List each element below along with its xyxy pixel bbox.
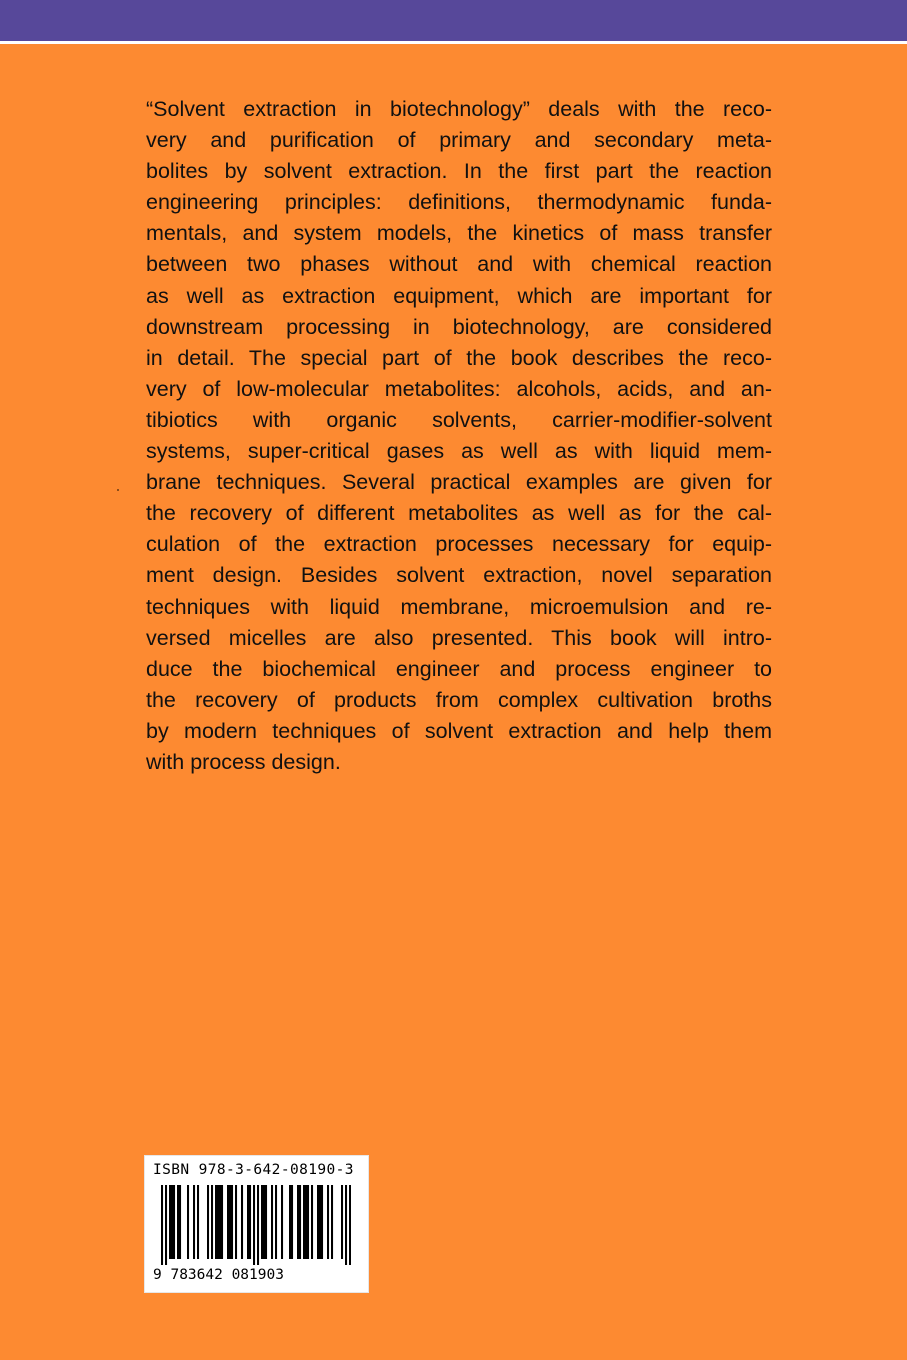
barcode-bar bbox=[249, 1185, 251, 1259]
barcode-bar bbox=[229, 1185, 231, 1259]
description-line: in detail. The special part of the book describes the reco- bbox=[146, 345, 772, 370]
barcode-bar bbox=[291, 1185, 293, 1259]
barcode-bar bbox=[207, 1185, 209, 1259]
description-line: as well as extraction equipment, which are important for bbox=[146, 283, 772, 308]
barcode-bar bbox=[247, 1185, 249, 1259]
description-line: “Solvent extraction in biotechnology” deals with the reco- bbox=[146, 97, 772, 121]
barcode-bar bbox=[263, 1185, 265, 1259]
barcode-bar bbox=[171, 1185, 173, 1259]
isbn-label: ISBN 978-3-642-08190-3 bbox=[153, 1162, 354, 1178]
barcode-bar bbox=[231, 1185, 233, 1259]
description-line: engineering principles: definitions, thermodynamic funda- bbox=[146, 190, 772, 215]
description-line: downstream processing in biotechnology, are considered bbox=[146, 314, 772, 339]
barcode-bar bbox=[341, 1185, 343, 1259]
barcode-bar bbox=[193, 1185, 195, 1259]
barcode-bar bbox=[311, 1185, 313, 1259]
barcode-bar bbox=[275, 1185, 277, 1259]
barcode-bar bbox=[197, 1185, 199, 1259]
barcode-bar bbox=[179, 1185, 181, 1259]
description-line: ment design. Besides solvent extraction, novel separation bbox=[146, 563, 772, 588]
barcode-bar bbox=[271, 1185, 273, 1259]
description-line: bolites by solvent extraction. In the first part the reaction bbox=[146, 159, 772, 184]
barcode-bar bbox=[165, 1185, 167, 1265]
description-line: systems, super-critical gases as well as with liquid mem- bbox=[146, 439, 772, 464]
description-line: mentals, and system models, the kinetics of mass transfer bbox=[146, 221, 772, 246]
barcode-bar bbox=[235, 1185, 237, 1259]
barcode-bar bbox=[345, 1185, 347, 1265]
book-description bbox=[146, 94, 772, 778]
top-band-edge bbox=[0, 41, 907, 44]
barcode-bar bbox=[173, 1185, 175, 1259]
description-line: tibiotics with organic solvents, carrier-modifier-solvent bbox=[146, 407, 772, 432]
top-color-band bbox=[0, 0, 907, 41]
barcode-bar bbox=[303, 1185, 305, 1259]
barcode-bar bbox=[331, 1185, 333, 1259]
barcode-digits: 9 783642 081903 bbox=[153, 1267, 284, 1283]
barcode-bar bbox=[299, 1185, 301, 1259]
barcode-bar bbox=[177, 1185, 179, 1259]
barcode-bar bbox=[265, 1185, 267, 1259]
description-line: culation of the extraction processes necessary for equip- bbox=[146, 532, 772, 557]
barcode-bar bbox=[289, 1185, 291, 1259]
barcode-bar bbox=[217, 1185, 219, 1259]
barcode-bar bbox=[261, 1185, 263, 1259]
barcode-bar bbox=[169, 1185, 171, 1259]
description-line: very and purification of primary and secondary meta- bbox=[146, 128, 772, 153]
description-line: between two phases without and with chemical reaction bbox=[146, 252, 772, 277]
barcode-bar bbox=[219, 1185, 221, 1259]
barcode-bar bbox=[319, 1185, 321, 1259]
barcode-bar bbox=[327, 1185, 329, 1259]
barcode-bar bbox=[321, 1185, 323, 1259]
barcode-bar bbox=[215, 1185, 217, 1259]
description-line: by modern techniques of solvent extraction and help them bbox=[146, 718, 772, 743]
description-line: techniques with liquid membrane, microemulsion and re- bbox=[146, 594, 772, 619]
barcode-bar bbox=[241, 1185, 243, 1259]
barcode-bar bbox=[281, 1185, 283, 1259]
barcode-bar bbox=[221, 1185, 223, 1259]
barcode-bar bbox=[187, 1185, 189, 1259]
description-line-last: with process design. bbox=[146, 749, 341, 774]
description-line: duce the biochemical engineer and process engineer to bbox=[146, 656, 772, 681]
isbn-barcode-panel bbox=[144, 1155, 369, 1293]
description-line: the recovery of products from complex cultivation broths bbox=[146, 687, 772, 712]
barcode-bar bbox=[307, 1185, 309, 1259]
barcode-bar bbox=[211, 1185, 213, 1259]
barcode-bar bbox=[253, 1185, 255, 1265]
barcode-bar bbox=[305, 1185, 307, 1259]
barcode-bar bbox=[257, 1185, 259, 1265]
barcode-bar bbox=[161, 1185, 163, 1265]
description-line: versed micelles are also presented. This book will intro- bbox=[146, 625, 772, 650]
barcode-bar bbox=[349, 1185, 351, 1265]
description-line: the recovery of different metabolites as well as for the cal- bbox=[146, 501, 772, 526]
barcode-graphic bbox=[161, 1185, 351, 1265]
barcode-bar bbox=[317, 1185, 319, 1259]
barcode-bar bbox=[297, 1185, 299, 1259]
description-line: brane techniques. Several practical examples are given for bbox=[146, 470, 772, 495]
print-speck bbox=[117, 489, 119, 491]
barcode-bar bbox=[227, 1185, 229, 1259]
description-line: very of low-molecular metabolites: alcohols, acids, and an- bbox=[146, 376, 772, 401]
